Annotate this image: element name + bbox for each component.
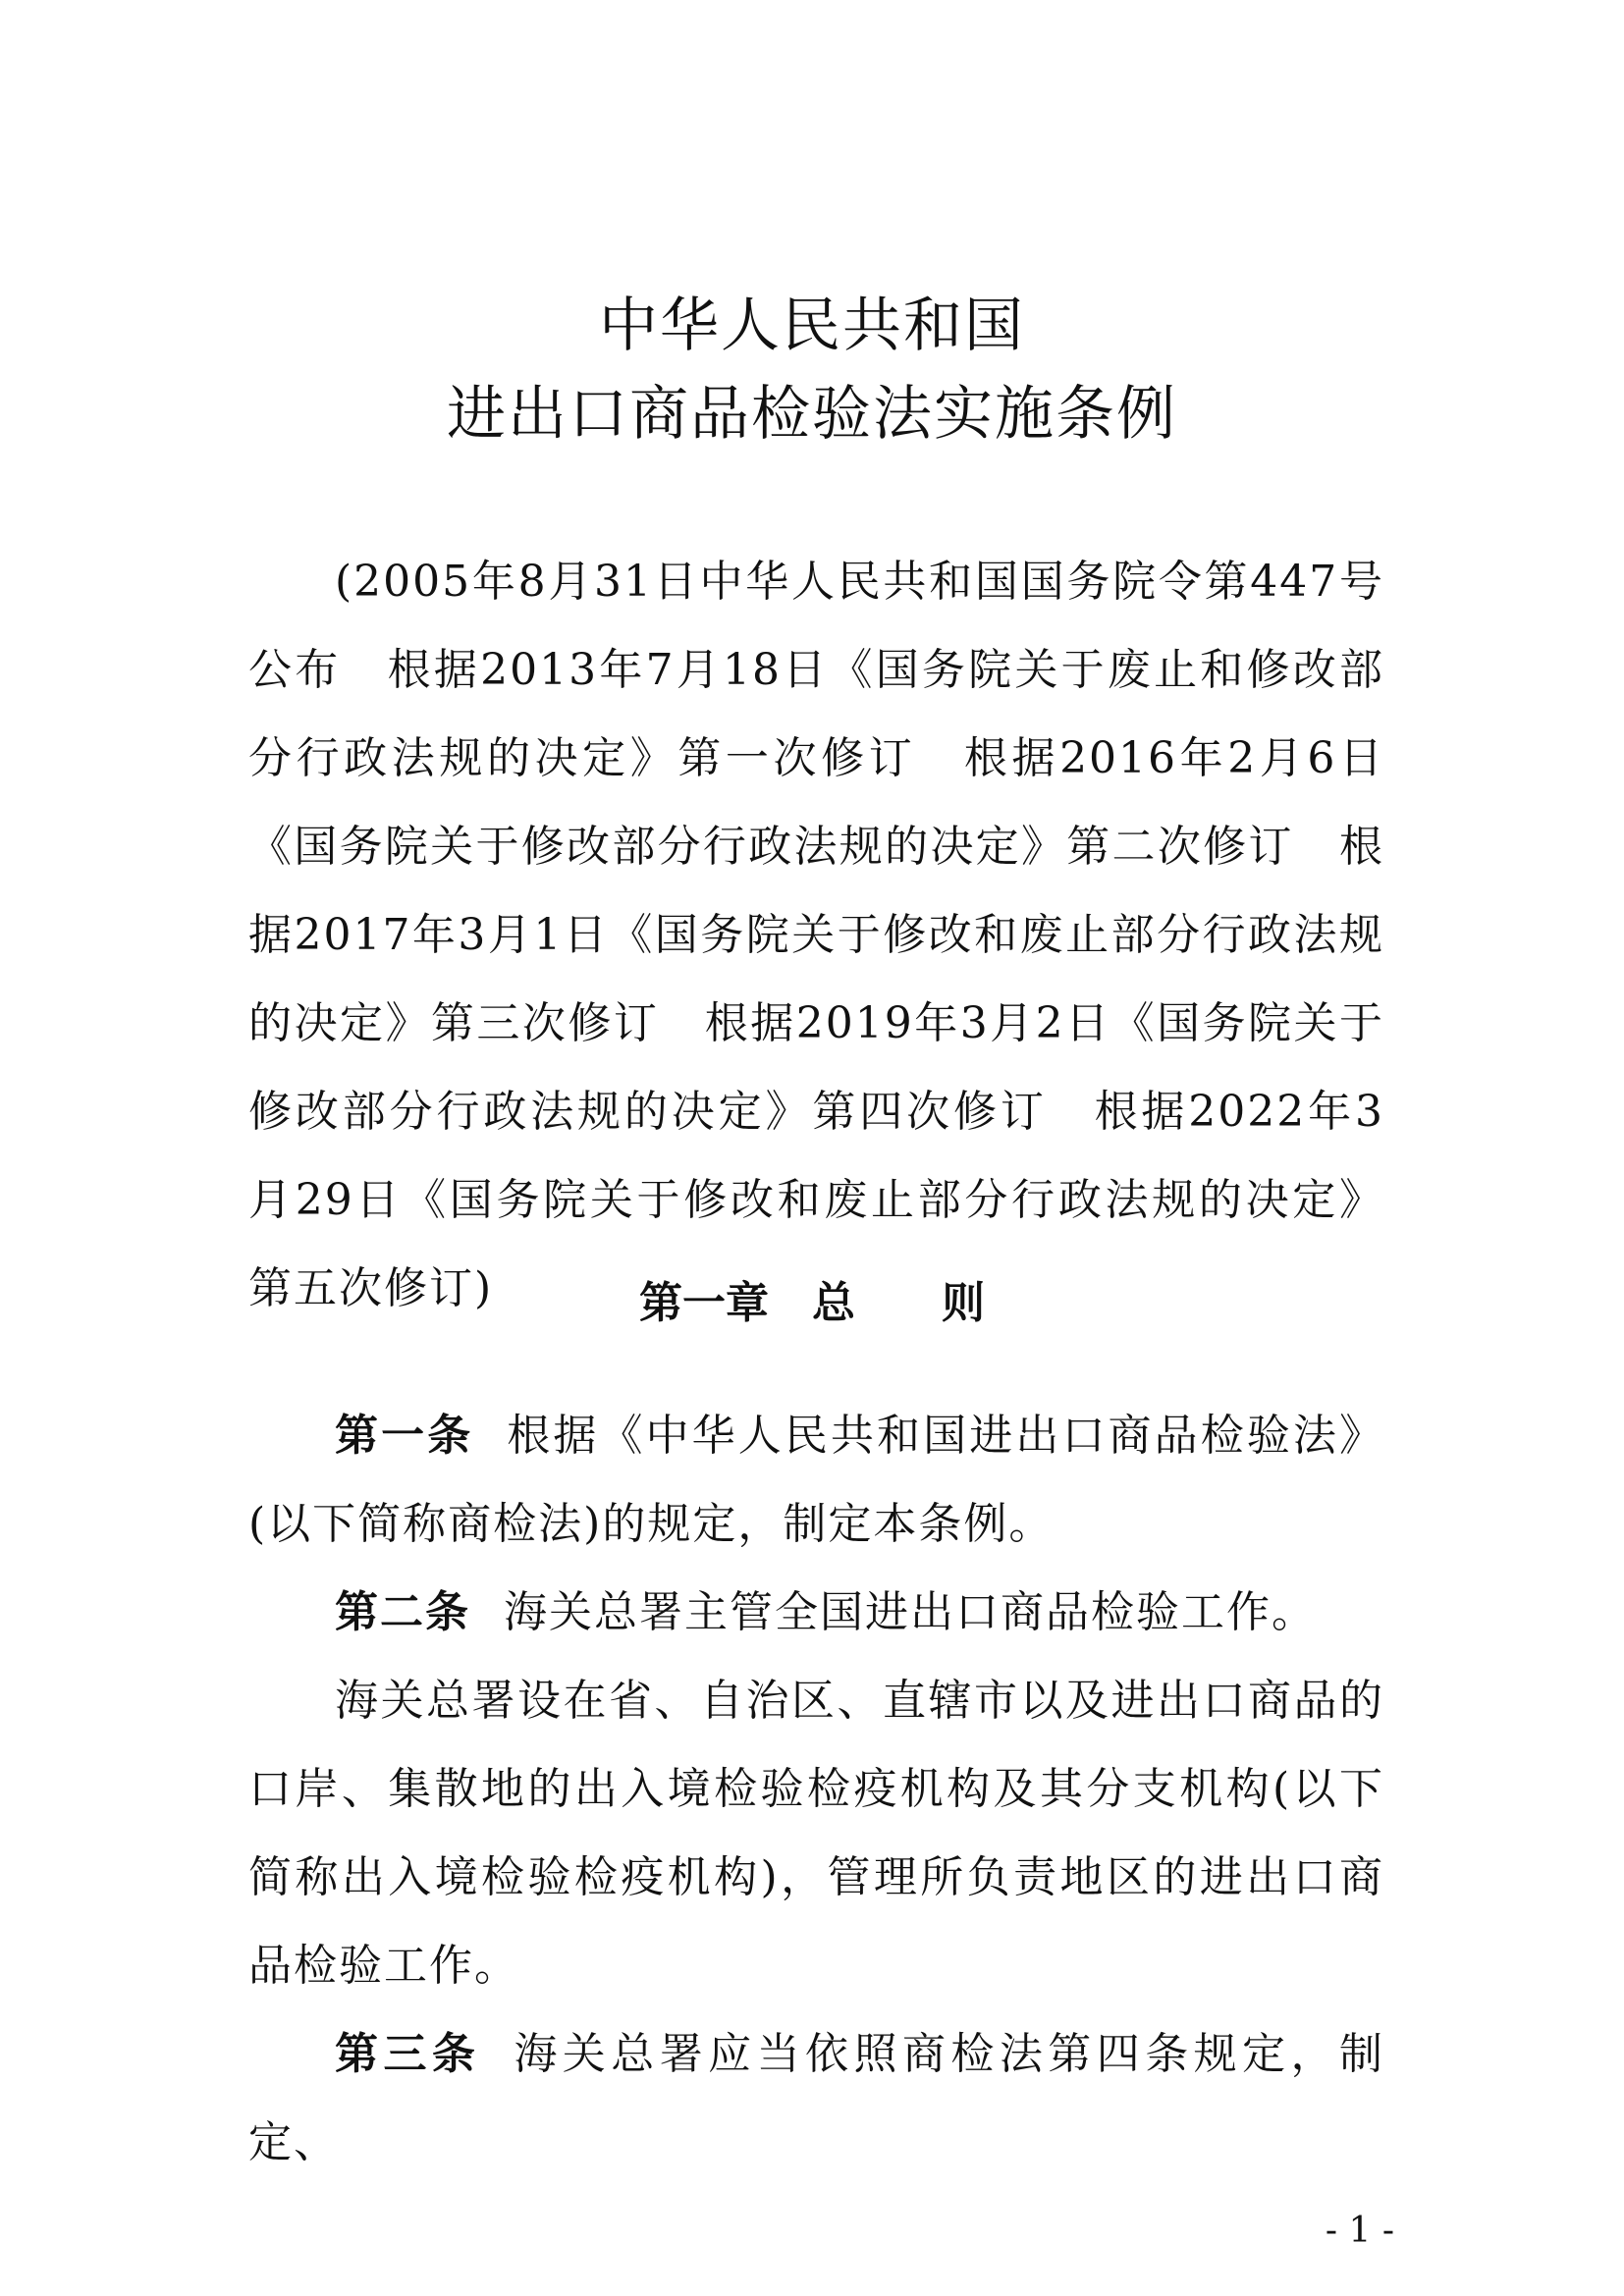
article-label: 第三条 <box>335 2029 481 2079</box>
article-text: 海关总署应当依照商检法第四条规定，制定、 <box>248 2029 1385 2167</box>
promulgation-note: (2005年8月31日中华人民共和国国务院令第447号公布 根据2013年7月18日《国务院关于废止和修改部分行政法规的决定》第一次修订 根据2016年2月6日《国务院关于修改部分行政法规的决定》第二次修订 根据2017年3月1日《国务院关于修改和废止部分行政法规的决定》第三次修订 根据2019年3月2日《国务院关于修改部分行政法规的决定》第四次修订 根据2022年3月29日《国务院关于修改和废止部分行政法规的决定》第五次修订) <box>248 557 1384 1313</box>
document-title-line-2: 进出口商品检验法实施条例 <box>447 380 1177 449</box>
article-3 <box>248 2010 1384 2187</box>
chapter-name-part-1: 总 <box>812 1278 855 1328</box>
article-text: 根据《中华人民共和国进出口商品检验法》(以下简称商检法)的规定，制定本条例。 <box>248 1411 1385 1549</box>
article-text: 海关总署主管全国进出口商品检验工作。 <box>504 1587 1317 1637</box>
article-2-paragraph-2: 海关总署设在省、自治区、直辖市以及进出口商品的口岸、集散地的出入境检验检疫机构及其分支机构(以下简称出入境检验检疫机构)，管理所负责地区的进出口商品检验工作。 <box>248 1676 1384 1991</box>
article-1 <box>248 1392 1384 1569</box>
page-number: - 1 - <box>1325 2211 1394 2251</box>
article-label: 第一条 <box>335 1411 474 1461</box>
chapter-number: 第一章 <box>639 1278 769 1328</box>
article-2 <box>248 1569 1384 1657</box>
document-title-line-1: 中华人民共和国 <box>599 292 1025 360</box>
chapter-name-part-2: 则 <box>942 1278 985 1328</box>
article-label: 第二条 <box>335 1587 470 1637</box>
chapter-heading <box>0 1259 1624 1348</box>
